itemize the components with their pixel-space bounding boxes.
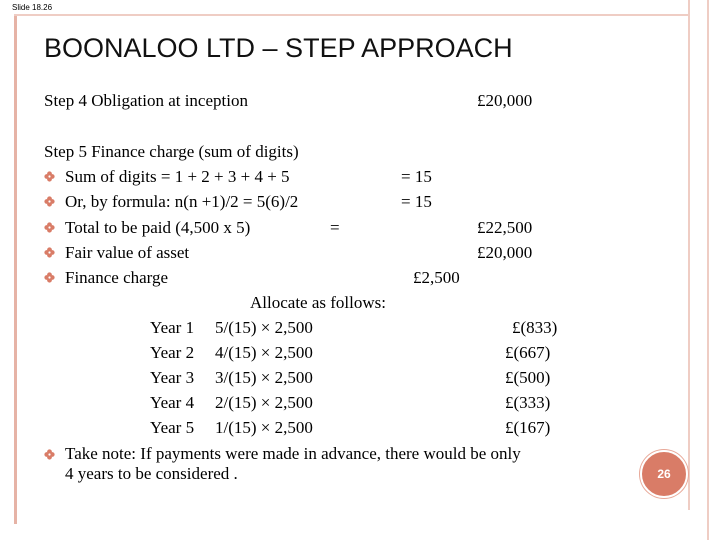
allocation-calc: 5/(15) × 2,500 (215, 318, 313, 337)
total-paid-equals: = (330, 218, 340, 237)
clover-bullet-icon (44, 247, 55, 258)
note-line-1: Take note: If payments were made in advance, there would be only (65, 444, 521, 463)
frame-top-border (14, 14, 688, 16)
clover-bullet-icon (44, 449, 55, 460)
allocation-year: Year 5 (150, 418, 195, 437)
finance-charge-label: Finance charge (65, 268, 169, 287)
frame-right-outer-border (707, 0, 709, 540)
slide-number-label: Slide 18.26 (12, 3, 53, 12)
allocation-year: Year 1 (150, 318, 195, 337)
formula-value: = 15 (401, 192, 432, 211)
allocation-amount: £(833) (512, 318, 558, 337)
frame-right-border (688, 0, 690, 510)
frame-left-border (14, 14, 17, 524)
step4-label: Step 4 Obligation at inception (44, 91, 248, 110)
sum-of-digits-label: Sum of digits = 1 + 2 + 3 + 4 + 5 (65, 167, 290, 186)
allocation-year: Year 2 (150, 343, 195, 362)
allocation-calc: 4/(15) × 2,500 (215, 343, 313, 362)
fair-value-value: £20,000 (477, 243, 533, 262)
allocation-year: Year 3 (150, 368, 195, 387)
page-number-badge (640, 450, 688, 498)
fair-value-label: Fair value of asset (65, 243, 190, 262)
allocation-calc: 3/(15) × 2,500 (215, 368, 313, 387)
step4-value: £20,000 (477, 91, 533, 110)
allocation-calc: 1/(15) × 2,500 (215, 418, 313, 437)
clover-bullet-icon (44, 272, 55, 283)
finance-charge-value: £2,500 (413, 268, 460, 287)
total-paid-label: Total to be paid (4,500 x 5) (65, 218, 251, 237)
allocation-amount: £(667) (505, 343, 551, 362)
step5-label: Step 5 Finance charge (sum of digits) (44, 142, 299, 161)
clover-bullet-icon (44, 196, 55, 207)
total-paid-value: £22,500 (477, 218, 533, 237)
allocation-amount: £(500) (505, 368, 551, 387)
sum-of-digits-value: = 15 (401, 167, 432, 186)
slide-title: BOONALOO LTD – STEP APPROACH (44, 33, 513, 63)
allocation-calc: 2/(15) × 2,500 (215, 393, 313, 412)
clover-bullet-icon (44, 171, 55, 182)
allocation-amount: £(333) (505, 393, 551, 412)
note-line-2: 4 years to be considered . (65, 464, 238, 483)
allocation-year: Year 4 (150, 393, 195, 412)
allocate-heading: Allocate as follows: (250, 293, 386, 312)
page-number: 26 (657, 467, 671, 481)
formula-label: Or, by formula: n(n +1)/2 = 5(6)/2 (65, 192, 299, 211)
allocation-amount: £(167) (505, 418, 551, 437)
clover-bullet-icon (44, 222, 55, 233)
